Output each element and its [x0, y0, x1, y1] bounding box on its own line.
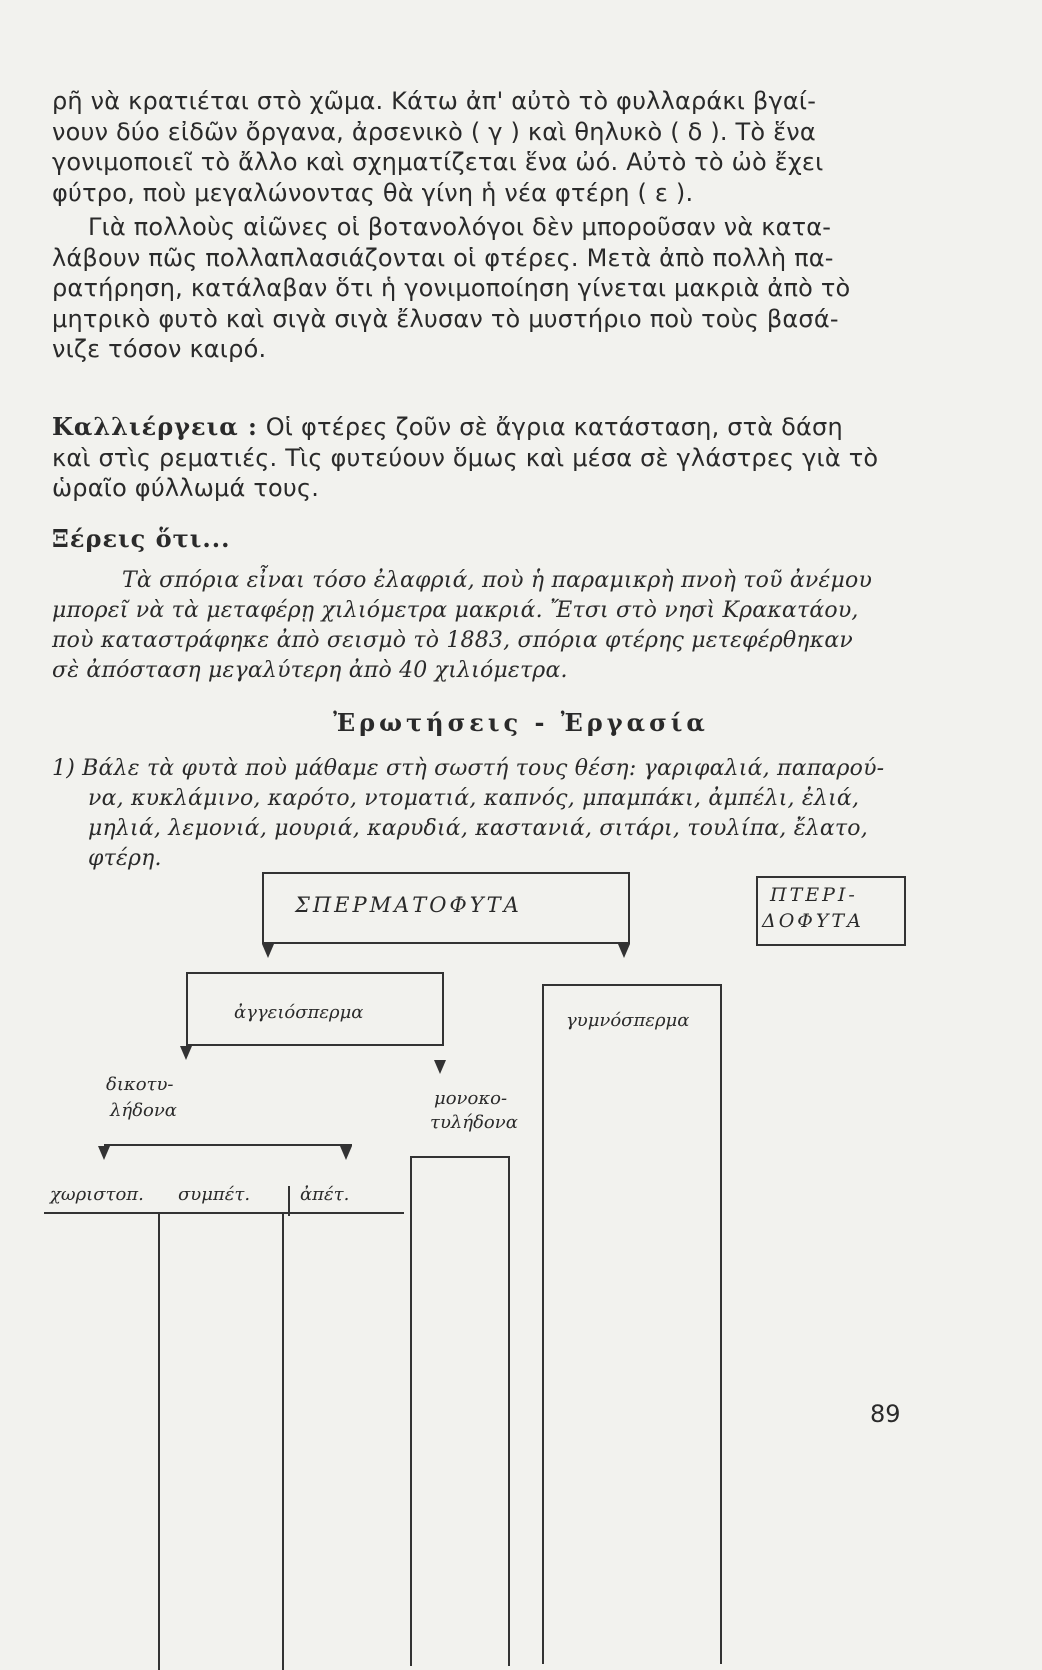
apetalae-label: ἀπέτ. — [300, 1184, 350, 1205]
arrow-down-icon — [262, 944, 274, 958]
dicot-column-line — [282, 1212, 284, 1670]
text-line: σὲ ἀπόσταση μεγαλύτερη ἀπὸ 40 χιλιόμετρα. — [52, 658, 568, 683]
text-line: να, κυκλάμινο, καρότο, ντοματιά, καπνός, μπαμπάκι, ἀμπέλι, ἐλιά, — [88, 786, 860, 811]
monocot-label-2: τυλήδονα — [430, 1112, 518, 1133]
text-line: ρατήρηση, κατάλαβαν ὅτι ἡ γονιμοποίηση γίνεται μακριὰ ἀπὸ τὸ — [52, 274, 851, 302]
arrow-down-icon — [180, 1046, 192, 1060]
did-you-know-label-row — [52, 524, 912, 555]
gymnosperms-left-line — [542, 984, 544, 1664]
did-you-know-label: Ξέρεις ὅτι... — [52, 524, 231, 553]
questions-heading: Ἐρωτήσεις - Ἐργασία — [333, 708, 709, 737]
paragraph-botanists — [52, 212, 912, 365]
paragraph-did-you-know — [52, 566, 912, 686]
cultivation-label: Καλλιέργεια : — [52, 412, 258, 441]
text-line: 1) Βάλε τὰ φυτὰ ποὺ μάθαμε στὴ σωστή τους θέση: γαριφαλιά, παπαρού- — [52, 756, 885, 781]
dicot-column-line — [158, 1212, 160, 1670]
monocot-right-line — [508, 1156, 510, 1666]
paragraph-fertilization — [52, 86, 912, 208]
text-line: Γιὰ πολλοὺς αἰῶνες οἱ βοτανολόγοι δὲν μποροῦσαν νὰ κατα- — [88, 213, 832, 241]
arrow-down-icon — [434, 1060, 446, 1074]
angiosperms-label: ἀγγειόσπερμα — [234, 1002, 364, 1023]
text-line: Οἱ φτέρες ζοῦν σὲ ἄγρια κατάσταση, στὰ δάση — [257, 413, 843, 441]
monocot-left-line — [410, 1156, 412, 1666]
text-line: νουν δύο εἰδῶν ὄργανα, ἀρσενικὸ ( γ ) καὶ θηλυκὸ ( δ ). Τὸ ἕνα — [52, 117, 816, 146]
text-line: φύτρο, ποὺ μεγαλώνοντας θὰ γίνη ἡ νέα φτέρη ( ε ). — [52, 178, 694, 207]
dicot-label-1: δικοτυ- — [106, 1074, 174, 1095]
gymnosperms-right-line — [720, 984, 722, 1664]
gymnosperms-top-line — [542, 984, 722, 986]
pteridophyta-label-1: ΠΤΕΡΙ- — [770, 884, 858, 906]
arrow-down-icon — [340, 1146, 352, 1160]
text-line: φτέρη. — [88, 846, 162, 871]
choristopetalae-label: χωριστοπ. — [50, 1184, 144, 1205]
text-line: Τὰ σπόρια εἶναι τόσο ἐλαφριά, ποὺ ἡ παραμικρὴ πνοὴ τοῦ ἀνέμου — [122, 568, 873, 593]
text-line: ὡραῖο φύλλωμά τους. — [52, 474, 320, 502]
text-line: καὶ στὶς ρεματιές. Τὶς φυτεύουν ὅμως καὶ μέσα σὲ γλάστρες γιὰ τὸ — [52, 443, 879, 472]
gymnosperms-label: γυμνόσπερμα — [566, 1010, 690, 1031]
text-line: νιζε τόσον καιρό. — [52, 335, 267, 363]
pteridophyta-label-2: ΔΟΦΥΤΑ — [762, 910, 864, 932]
sympetalae-label: συμπέτ. — [178, 1184, 251, 1205]
question-1 — [52, 754, 912, 874]
text-line: λάβουν πῶς πολλαπλασιάζονται οἱ φτέρες. Μετὰ ἀπὸ πολλὴ πα- — [52, 243, 834, 272]
dicot-label-2: λήδονα — [110, 1100, 177, 1121]
arrow-down-icon — [98, 1146, 110, 1160]
paragraph-cultivation — [52, 412, 912, 504]
text-line: μητρικὸ φυτὸ καὶ σιγὰ σιγὰ ἔλυσαν τὸ μυστήριο ποὺ τοὺς βασά- — [52, 304, 839, 333]
text-line: ποὺ καταστράφηκε ἀπὸ σεισμὸ τὸ 1883, σπόρια φτέρης μετεφέρθηκαν — [52, 628, 853, 653]
dicot-divider-line — [288, 1186, 290, 1216]
page-number: 89 — [870, 1400, 901, 1428]
arrow-down-icon — [618, 944, 630, 958]
monocot-label-1: μονοκο- — [434, 1088, 508, 1109]
dicot-branch-line — [104, 1144, 352, 1146]
text-line: μηλιά, λεμονιά, μουριά, καρυδιά, καστανιά, σιτάρι, τουλίπα, ἔλατο, — [88, 816, 868, 841]
text-line: μπορεῖ νὰ τὰ μεταφέρῃ χιλιόμετρα μακριά. Ἔτσι στὸ νησὶ Κρακατάου, — [52, 598, 859, 623]
spermatophyta-label: ΣΠΕΡΜΑΤΟΦΥΤΑ — [295, 893, 522, 917]
text-line: γονιμοποιεῖ τὸ ἄλλο καὶ σχηματίζεται ἕνα ὠό. Αὐτὸ τὸ ὠὸ ἔχει — [52, 148, 824, 176]
monocot-top-line — [410, 1156, 510, 1158]
dicot-sub-line — [44, 1212, 404, 1214]
text-line: ρῆ νὰ κρατιέται στὸ χῶμα. Κάτω ἀπ' αὐτὸ τὸ φυλλαράκι βγαί- — [52, 87, 817, 115]
